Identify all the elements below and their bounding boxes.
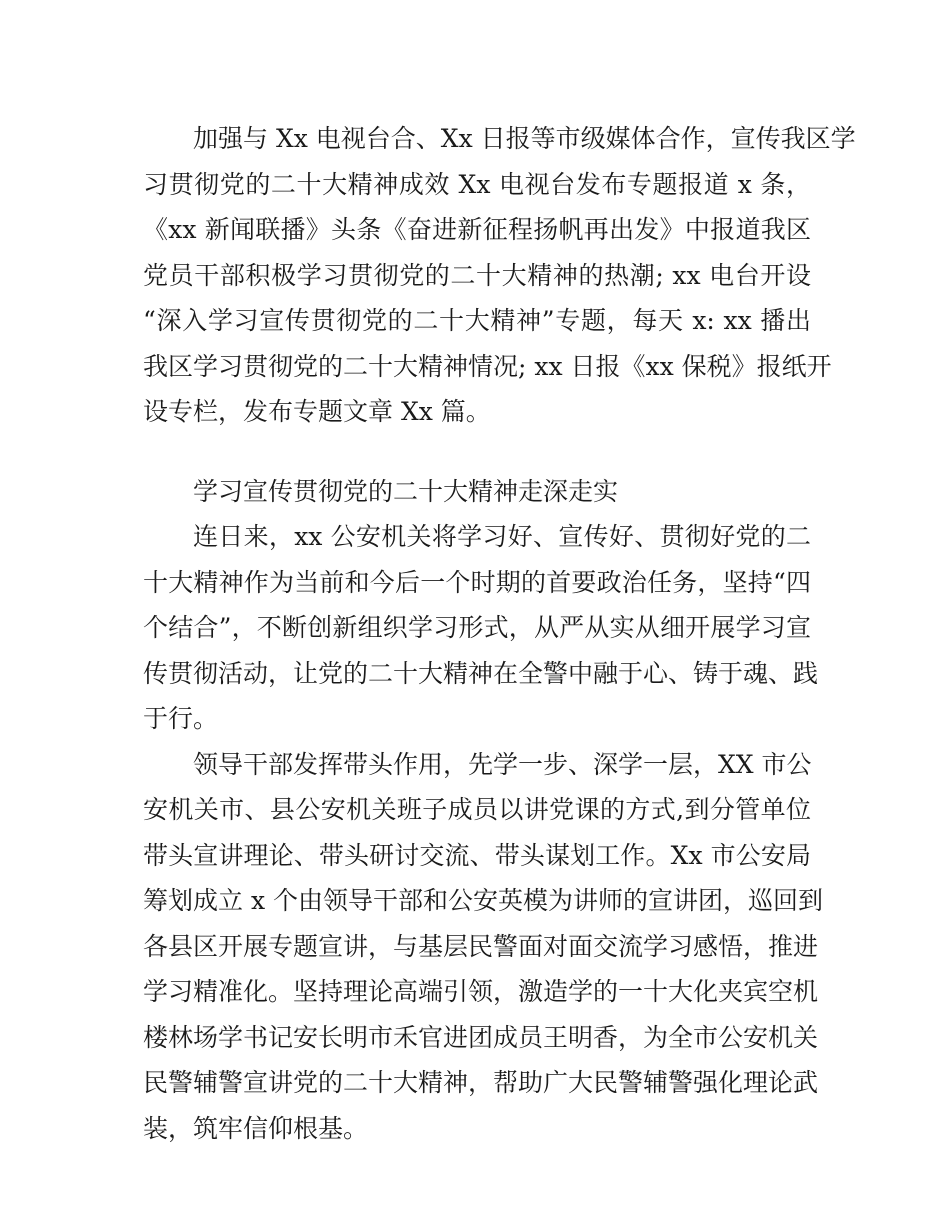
paragraph-line: 领导干部发挥带头作用，先学一步、深学一层，XX 市公 xyxy=(193,749,812,779)
paragraph-media-cooperation xyxy=(143,116,856,435)
paragraph-line: 十大精神作为当前和今后一个时期的首要政治任务，坚持“四 xyxy=(143,567,811,597)
paragraph-line: 安机关市、县公安机关班子成员以讲党课的方式,到分管单位 xyxy=(143,795,811,824)
paragraph-line: 楼林场学书记安长明市禾官进团成员王明香，为全市公安机关 xyxy=(143,1022,819,1052)
paragraph-line: 传贯彻活动，让党的二十大精神在全警中融于心、铸于魂、践 xyxy=(143,658,819,688)
paragraph-line: 于行。 xyxy=(143,704,219,733)
paragraph-line: 我区学习贯彻党的二十大精神情况; xx 日报《xx 保税》报纸开 xyxy=(143,351,832,381)
paragraph-line: 设专栏，发布专题文章 Xx 篇。 xyxy=(143,397,491,426)
paragraph-line: 党员干部积极学习贯彻党的二十大精神的热潮; xx 电台开设 xyxy=(143,260,811,290)
paragraph-line: 民警辅警宣讲党的二十大精神，帮助广大民警辅警强化理论武 xyxy=(143,1068,819,1097)
paragraph-line: “深入学习宣传贯彻党的二十大精神”专题，每天 x: xx 播出 xyxy=(143,306,811,335)
paragraph-line: 装，筑牢信仰根基。 xyxy=(143,1113,369,1143)
paragraph-line: 连日来，xx 公安机关将学习好、宣传好、贯彻好党的二 xyxy=(193,522,811,551)
paragraph-line: 个结合”，不断创新组织学习形式，从严从实从细开展学习宣 xyxy=(143,613,811,642)
paragraph-line: 学习精准化。坚持理论高端引领，激造学的一十大化夹宾空机 xyxy=(143,977,819,1006)
paragraph-line: 《xx 新闻联播》头条《奋进新征程扬帆再出发》中报道我区 xyxy=(143,215,811,244)
paragraph-line: 筹划成立 x 个由领导干部和公安英模为讲师的宣讲团，巡回到 xyxy=(143,886,823,915)
paragraph-spacer xyxy=(143,435,811,465)
paragraph-leadership xyxy=(143,742,823,1152)
paragraph-line: 加强与 Xx 电视台合、Xx 日报等市级媒体合作，宣传我区学 xyxy=(193,124,856,153)
paragraph-study-overview xyxy=(143,514,819,742)
document-page xyxy=(143,116,856,1151)
paragraph-line: 带头宣讲理论、带头研讨交流、带头谋划工作。Xx 市公安局 xyxy=(143,840,811,870)
paragraph-line: 习贯彻党的二十大精神成效 Xx 电视台发布专题报道 x 条， xyxy=(143,169,811,199)
section-heading: 学习宣传贯彻党的二十大精神走深走实 xyxy=(193,476,619,506)
paragraph-line: 各县区开展专题宣讲，与基层民警面对面交流学习感悟，推进 xyxy=(143,931,819,961)
